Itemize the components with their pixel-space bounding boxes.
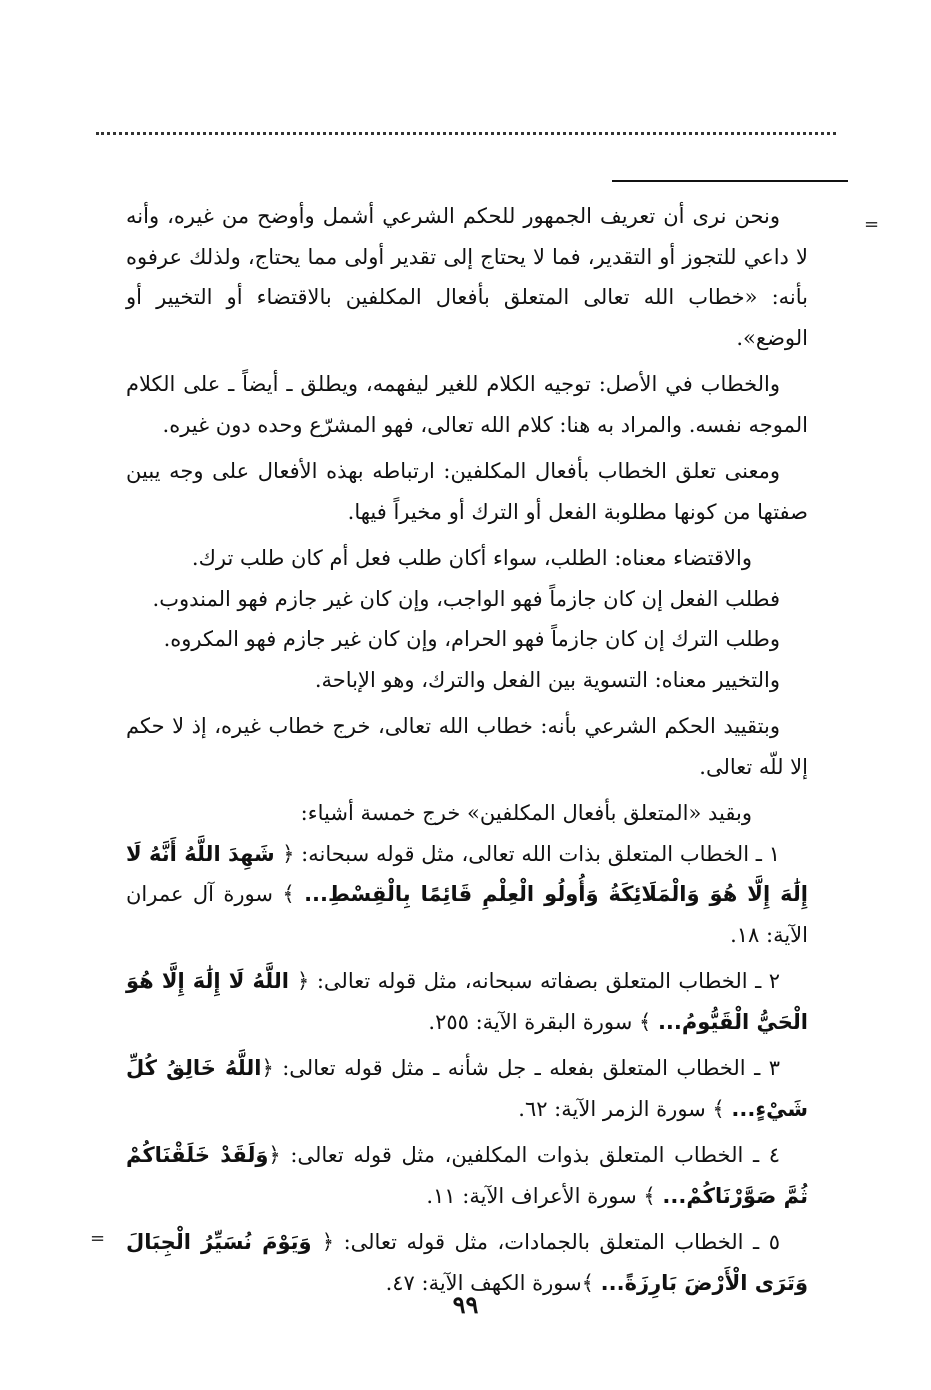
quran-verse: اللَّهُ خَالِقُ كُلِّ شَيْءٍ... (126, 1056, 808, 1121)
list-item (126, 1048, 808, 1129)
verse-reference: ﴾ سورة الزمر الآية: ٦٢. (518, 1096, 732, 1121)
item-text: ٢ ـ الخطاب المتعلق بصفاته سبحانه، مثل قوله تعالى: ﴿ (297, 969, 781, 993)
section-rule (612, 180, 848, 182)
item-text: ٥ ـ الخطاب المتعلق بالجمادات، مثل قوله تعالى: ﴿ (321, 1230, 780, 1254)
margin-mark-top: = (864, 214, 880, 235)
list-intro: وبقيد «المتعلق بأفعال المكلفين» خرج خمسة أشياء: (300, 801, 752, 825)
quran-verse: شَهِدَ اللَّهُ أَنَّهُ لَا إِلَٰهَ إِلَّا هُوَ وَالْمَلَائِكَةُ وَأُولُو الْعِلْمِ قَائِمًا بِالْقِسْطِ... (126, 841, 808, 906)
page-body (126, 196, 808, 1309)
paragraph-definition: ونحن نرى أن تعريف الجمهور للحكم الشرعي أشمل وأوضح من غيره، وأنه لا داعي للتجوز أو التقدير، فما لا يحتاج إلى تقدير أولى مما يحتاج، ولذلك عرفوه بأنه: «خطاب الله تعالى المتعلق بأفعال المكلفين بالاقتضاء أو التخيير أو الوضع». (126, 204, 808, 350)
list-item (126, 1135, 808, 1216)
quran-verse: وَلَقَدْ خَلَقْنَاكُمْ ثُمَّ صَوَّرْنَاكُمْ... (126, 1143, 808, 1208)
item-text: ٤ ـ الخطاب المتعلق بذوات المكلفين، مثل قوله تعالى: ﴿ (268, 1143, 781, 1167)
quran-verse: اللَّهُ لَا إِلَٰهَ إِلَّا هُوَ الْحَيُّ الْقَيُّومُ... (126, 969, 808, 1034)
verse-reference: ﴾ سورة آل عمران الآية: ١٨. (126, 882, 808, 947)
verse-reference: ﴾ سورة البقرة الآية: ٢٥٥. (428, 1009, 658, 1034)
definition-wajib: فطلب الفعل إن كان جازماً فهو الواجب، وإن كان غير جازم فهو المندوب. (152, 586, 780, 611)
item-text: ١ ـ الخطاب المتعلق بذات الله تعالى، مثل قوله سبحانه: ﴿ (282, 841, 780, 866)
quran-verse: وَيَوْمَ نُسَيِّرُ الْجِبَالَ وَتَرَى الْأَرْضَ بَارِزَةً... (126, 1230, 808, 1295)
margin-mark-bottom: = (90, 1228, 106, 1249)
list-item (126, 834, 808, 956)
list-item (126, 961, 808, 1042)
definition-haram: وطلب الترك إن كان جازماً فهو الحرام، وإن كان غير جازم فهو المكروه. (163, 627, 780, 651)
definition-iqtida: والاقتضاء معناه: الطلب، سواء أكان طلب فعل أم كان طلب ترك. (191, 546, 752, 570)
definition-takhyir: والتخيير معناه: التسوية بين الفعل والترك، وهو الإباحة. (314, 667, 780, 692)
header-dotted-rule (96, 132, 836, 135)
paragraph-restriction: وبتقييد الحكم الشرعي بأنه: خطاب الله تعالى، خرج خطاب غيره، إذ لا حكم إلا للّه تعالى. (126, 714, 808, 779)
verse-reference: ﴾ سورة الأعراف الآية: ١١. (426, 1183, 663, 1208)
paragraph-khitab: والخطاب في الأصل: توجيه الكلام للغير ليفهمه، ويطلق ـ أيضاً ـ على الكلام الموجه نفسه. والمراد به هنا: كلام الله تعالى، فهو المشرّع وحده دون غيره. (126, 372, 808, 437)
verse-reference: ﴾سورة الكهف الآية: ٤٧. (385, 1270, 601, 1295)
item-text: ٣ ـ الخطاب المتعلق بفعله ـ جل شأنه ـ مثل قوله تعالى: ﴿ (261, 1056, 780, 1080)
page-number: ٩٩ (452, 1290, 479, 1319)
paragraph-taalluq: ومعنى تعلق الخطاب بأفعال المكلفين: ارتباطه بهذه الأفعال على وجه يبين صفتها من كونها مطلوبة الفعل أو الترك أو مخيراً فيها. (126, 459, 808, 524)
